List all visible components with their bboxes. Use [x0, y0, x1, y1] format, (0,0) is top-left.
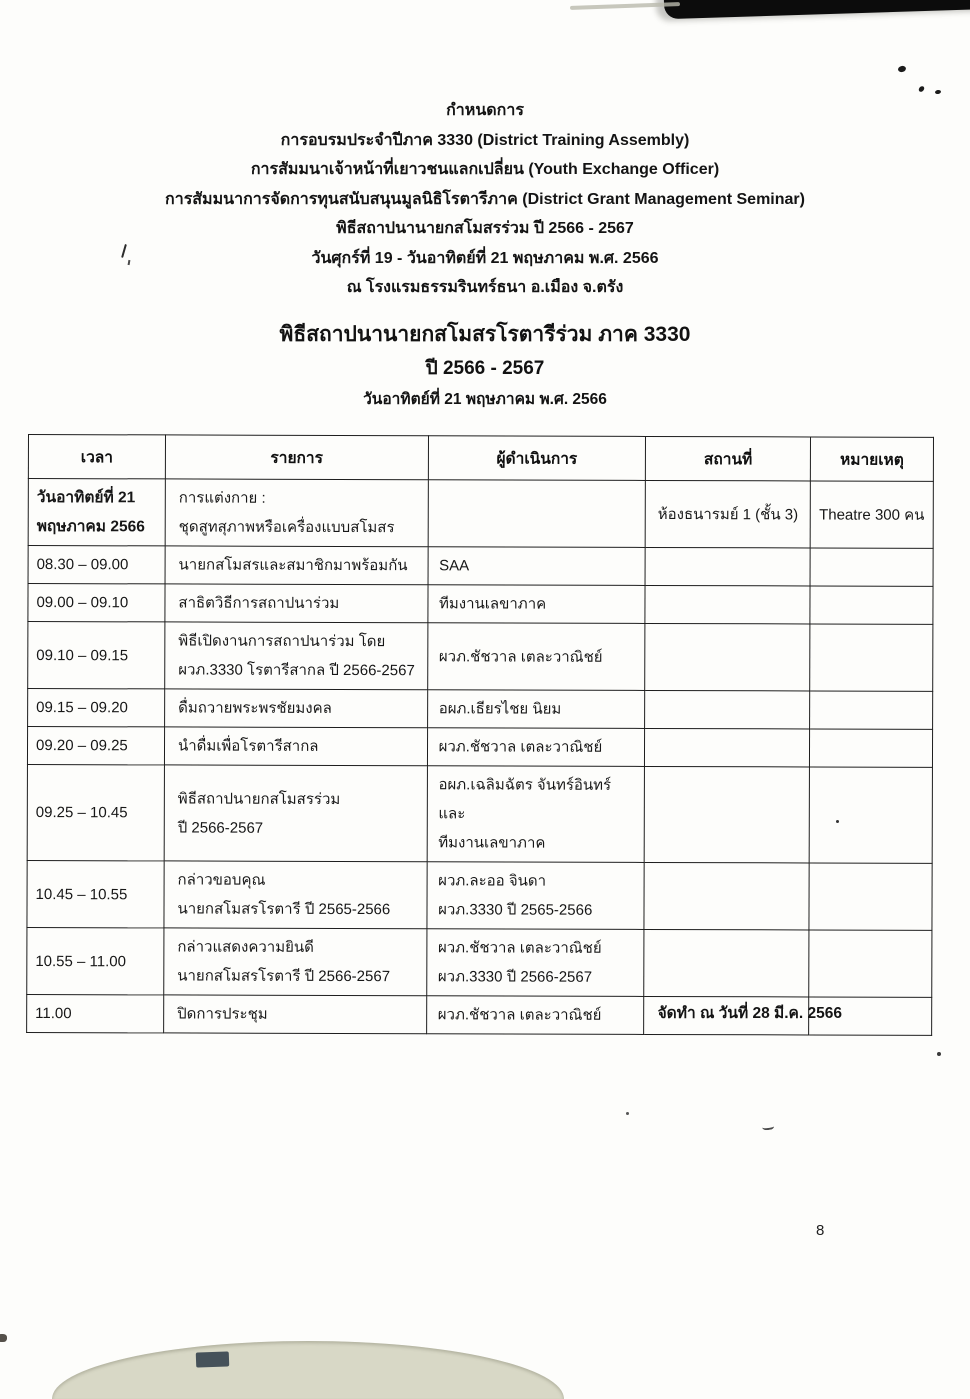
document-header — [0, 96, 970, 303]
cell-location — [644, 929, 809, 997]
prepared-date-note: จัดทำ ณ วันที่ 28 มี.ค. 2566 — [657, 1005, 842, 1022]
ink-speck — [935, 90, 942, 95]
cell-item: กล่าวแสดงความยินดี นายกสโมสรโรตารี ปี 2566-2567 — [164, 928, 427, 996]
column-header: ผู้ดำเนินการ — [428, 436, 646, 481]
cell-operator: ผวภ.ชัชวาล เตละวาณิชย์ — [427, 728, 645, 767]
header-line-dates: วันศุกร์ที่ 19 - วันอาทิตย์ที่ 21 พฤษภาคม พ.ศ. 2566 — [311, 249, 659, 267]
cell-time: 10.55 – 11.00 — [27, 927, 164, 994]
cell-operator: ผวภ.ชัชวาล เตละวาณิชย์ — [426, 996, 644, 1035]
cell-item: นายกสโมสรและสมาชิกมาพร้อมกัน — [165, 546, 428, 585]
cell-location — [645, 623, 810, 691]
cell-operator: ผวภ.ชัชวาล เตละวาณิชย์ ผวภ.3330 ปี 2566-2567 — [426, 929, 644, 997]
cell-note — [810, 691, 933, 729]
cell-operator — [428, 480, 646, 548]
cell-location — [645, 690, 810, 729]
cell-location — [645, 728, 810, 767]
cell-location — [644, 766, 809, 863]
header-line-event2: การสัมมนาเจ้าหน้าที่เยาวชนแลกเปลี่ยน (Youth Exchange Officer) — [250, 161, 720, 178]
cell-time: 08.30 – 09.00 — [28, 546, 165, 584]
section-title-line1: พิธีสถาปนานายกสโมสรโรตารีร่วม ภาค 3330 — [279, 323, 691, 346]
cell-item: สาธิตวิธีการสถาปนาร่วม — [165, 584, 428, 623]
table-row — [28, 622, 933, 692]
column-header: หมายเหตุ — [810, 437, 933, 481]
cell-time: 09.15 – 09.20 — [28, 689, 165, 727]
scan-artifact-top-fade — [570, 2, 680, 10]
page-number: 8 — [816, 1222, 825, 1239]
table-row — [27, 927, 932, 997]
pen-squiggle — [762, 1121, 775, 1130]
cell-time: 09.10 – 09.15 — [28, 622, 165, 689]
ink-speck — [897, 65, 906, 73]
header-line-event4: พิธีสถาปนานายกสโมสรร่วม ปี 2566 - 2567 — [336, 220, 634, 237]
cell-time: 10.45 – 10.55 — [27, 860, 164, 927]
table-row — [28, 689, 933, 730]
section-title — [0, 318, 970, 415]
header-line-title: กำหนดการ — [446, 102, 524, 119]
cell-operator: อผภ.เฉลิมฉัตร จันทร์อินทร์ และ ทีมงานเลขาภาค — [427, 766, 645, 863]
cell-note — [810, 624, 933, 691]
cell-note — [810, 586, 933, 624]
cell-operator: อผภ.เธียรไชย นิยม — [427, 690, 645, 729]
cell-item: การแต่งกาย : ชุดสูทสุภาพหรือเครื่องแบบสโมสร — [165, 479, 428, 547]
table-row — [28, 479, 933, 549]
table-row — [28, 584, 933, 625]
schedule-table — [26, 434, 934, 1036]
cell-note — [809, 863, 932, 930]
cell-location — [645, 547, 810, 586]
cell-location: ห้องธนารมย์ 1 (ชั้น 3) — [645, 480, 810, 548]
cell-time: 09.20 – 09.25 — [27, 727, 164, 765]
table-header-row — [28, 435, 933, 482]
cell-time: 09.25 – 10.45 — [27, 764, 164, 860]
cell-time: 09.00 – 09.10 — [28, 584, 165, 622]
cell-item: นำดื่มเพื่อโรตารีสากล — [164, 727, 427, 766]
column-header: รายการ — [165, 435, 428, 480]
cell-time: 11.00 — [27, 994, 164, 1032]
cell-time: วันอาทิตย์ที่ 21 พฤษภาคม 2566 — [28, 479, 165, 546]
schedule-table-wrap — [26, 434, 934, 1036]
cell-operator: ทีมงานเลขาภาค — [427, 585, 645, 624]
cell-note — [810, 729, 933, 767]
section-title-line3: วันอาทิตย์ที่ 21 พฤษภาคม พ.ศ. 2566 — [363, 391, 607, 408]
ink-speck — [937, 1052, 941, 1056]
cell-operator: ผวภ.ละออ จินดา ผวภ.3330 ปี 2565-2566 — [427, 862, 645, 930]
cell-item: พิธีเปิดงานการสถาปนาร่วม โดย ผวภ.3330 โรตารีสากล ปี 2566-2567 — [165, 622, 428, 690]
cell-note — [810, 548, 933, 586]
cell-note — [809, 930, 932, 997]
scan-artifact-bottom-edge — [0, 1334, 7, 1342]
cell-item: กล่าวขอบคุณ นายกสโมสรโรตารี ปี 2565-2566 — [164, 861, 427, 929]
table-row — [27, 764, 932, 863]
ink-speck — [918, 85, 925, 92]
cell-item: ดื่มถวายพระพรชัยมงคล — [165, 689, 428, 728]
header-line-event1: การอบรมประจำปีภาค 3330 (District Training Assembly) — [280, 131, 690, 149]
cell-location — [645, 585, 810, 624]
scan-artifact-top-band — [664, 0, 970, 19]
scan-artifact-bottom-chip — [196, 1351, 230, 1367]
table-row — [27, 727, 932, 768]
cell-operator: SAA — [428, 547, 646, 586]
cell-note — [809, 767, 932, 863]
column-header: สถานที่ — [646, 436, 811, 481]
header-line-venue: ณ โรงแรมธรรมรินทร์ธนา อ.เมือง จ.ตรัง — [346, 279, 624, 296]
column-header: เวลา — [28, 435, 165, 479]
table-row — [28, 546, 933, 587]
ink-speck — [626, 1112, 629, 1115]
table-row — [27, 860, 932, 930]
header-line-event3: การสัมมนาการจัดการทุนสนับสนุนมูลนิธิโรตารีภาค (District Grant Management Seminar) — [165, 190, 805, 208]
cell-note: Theatre 300 คน — [810, 481, 933, 548]
section-title-line2: ปี 2566 - 2567 — [425, 358, 545, 379]
cell-location — [644, 862, 809, 930]
table-body — [27, 479, 934, 1036]
scan-artifact-bottom-smudge — [52, 1341, 564, 1399]
cell-item: ปิดการประชุม — [164, 995, 427, 1034]
cell-item: พิธีสถาปนายกสโมสรร่วม ปี 2566-2567 — [164, 765, 427, 862]
cell-operator: ผวภ.ชัชวาล เตละวาณิชย์ — [427, 623, 645, 691]
